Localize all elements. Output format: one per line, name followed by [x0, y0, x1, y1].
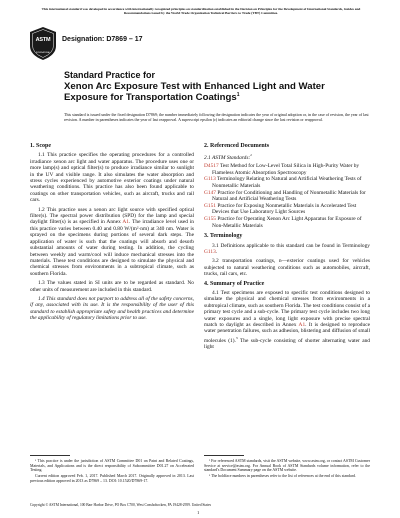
section-1-heading: 1. Scope	[30, 143, 51, 149]
footnote-divider-right	[204, 455, 244, 456]
paragraph-1-2-text-a: 1.2 This practice uses a xenon arc light source with specified optical filter(s). The spectral power distribution (SPD) for the lamp and special daylight filter(s) is as specified in Annex	[30, 206, 194, 226]
astm-logo	[30, 27, 56, 60]
reference-code-link[interactable]: G113	[204, 176, 216, 183]
footnote-divider-left	[30, 455, 70, 456]
paragraph-1-2-text-b: . The irradiance level used in this practice varies between 0.40 and 0.80 W/(m²·nm) at 340 nm. Water is sprayed on the specimens during portions of several dark steps. The application of water is such that the coatings will absorb and desorb substantial amounts of water during testing. In addition, the cycling between weekly and warm/cool will induce mechanical stresses into the materials. These test conditions are designed to simulate the physical and chemical stresses from environments in a subtropical climate, such as southern Florida.	[30, 219, 194, 277]
paragraph-3-1-text-b: .	[215, 248, 218, 255]
title-footnote-mark: 1	[236, 92, 240, 98]
reference-item	[204, 203, 370, 216]
paragraph-1-2	[30, 207, 194, 277]
reference-item	[204, 216, 370, 229]
paragraph-3-2: 3.2 transportation coatings, n—exterior coatings used for vehicles subjected to natural weathering conditions such as automobiles, aircraft, trucks, rail cars, etc.	[204, 258, 370, 278]
reference-title: Terminology Relating to Natural and Artificial Weathering Tests of Nonmetallic Materials	[212, 176, 362, 189]
annex-a1-link[interactable]: A1	[122, 219, 129, 226]
astm-standards-label: 2.1 ASTM Standards:	[204, 155, 251, 162]
reference-item	[204, 176, 370, 189]
document-title	[64, 70, 334, 103]
title-line-3	[64, 92, 334, 103]
page-number: 1	[197, 510, 200, 515]
paragraph-3-1-text-a: 3.1 Definitions applicable to this standard can be found in Terminology	[212, 242, 370, 249]
astm-logo-icon	[30, 27, 56, 60]
copyright-line: Copyright © ASTM International, 100 Barr Harbor Drive, PO Box C700, West Conshohocken, PA 19428-2959. United States	[30, 503, 212, 507]
right-column	[204, 143, 370, 353]
reference-title: Practice for Exposing Nonmetallic Materials in Accelerated Test Devices that Use Laboratory Light Sources	[212, 203, 357, 216]
paragraph-4-1-text-b: . It is designed to reproduce water penetration failures, such as adhesion, blistering and diffusion of small molecules (1).	[204, 322, 370, 344]
left-column	[30, 143, 194, 325]
paragraph-1-1: 1.1 This practice specifies the operating procedures for a controlled irradiance xenon arc light and water apparatus. The procedure uses one or more lamp(s) and optical filter(s) to produce irradiance similar to sunlight in the UV and visible range. It also simulates the water absorption and stress cycles experienced by automotive exterior coatings under natural weathering conditions. This practice has also been found applicable to coatings on other transportation vehicles, such as aircraft, trucks and rail cars.	[30, 152, 194, 204]
reference-code-link[interactable]: D4517	[204, 163, 219, 170]
astm-logo-subtext: INTERNATIONAL	[35, 52, 51, 54]
footnote-1: ¹ This practice is under the jurisdiction of ASTM Committee D01 on Paint and Related Coatings, Materials, and Applications and is the direct responsibility of Subcommittee D01.27 on Accelerated Testing.	[30, 459, 194, 473]
paragraph-3-1	[204, 243, 370, 256]
section-3-heading: 3. Terminology	[204, 233, 243, 240]
reference-code-link[interactable]: G151	[204, 203, 216, 210]
paragraph-1-4: 1.4 This standard does not purport to address all of the safety concerns, if any, associated with its use. It is the responsibility of the user of this standard to establish appropriate safety and health practices and determine the applicability of regulatory limitations prior to use.	[30, 295, 194, 322]
paragraph-1-3: 1.3 The values stated in SI units are to be regarded as standard. No other units of measurement are included in this standard.	[30, 280, 194, 293]
title-line-3-text: Exposure for Transportation Coatings	[64, 92, 237, 103]
footnote-3-mark: 3	[235, 335, 238, 340]
paragraph-4-1	[204, 290, 370, 350]
reference-code-link[interactable]: G155	[204, 216, 216, 223]
international-standard-notice: This international standard was developed in accordance with internationally recognized principles on standardization established in the Decision on Principles for the Development of International Standards, Guides and Recommendations issued by the World Trade Organization Technical Barriers to Trade (TBT) Committee.	[41, 7, 361, 16]
footnote-1-edition: Current edition approved Feb. 1, 2017. Published March 2017. Originally approved in 2013. Last previous edition approved in 2013 as D7869 – 13. DOI: 10.1520/D7869-17.	[30, 473, 194, 483]
reference-title: Test Method for Low-Level Total Silica in High-Purity Water by Flameless Atomic Absorption Spectroscopy	[212, 163, 360, 176]
reference-item	[204, 163, 370, 176]
standard-issuance-note: This standard is issued under the fixed designation D7869; the number immediately following the designation indicates the year of original adoption or, in the case of revision, the year of last revision. A number in parentheses indicates the year of last reapproval. A superscript epsilon (ε) indicates an editorial change since the last revision or reapproval.	[64, 112, 369, 122]
footnote-2-mark: 2	[250, 153, 253, 158]
footnotes-left	[30, 459, 194, 484]
reference-item	[204, 190, 370, 203]
footnote-2: ² For referenced ASTM standards, visit the ASTM website, www.astm.org, or contact ASTM Customer Service at service@astm.org. For Annual Book of ASTM Standards volume information, refer to the standard's Document Summary page on the ASTM website.	[204, 459, 370, 473]
section-2-heading: 2. Referenced Documents	[204, 143, 270, 149]
astm-standards-subheading	[204, 152, 370, 161]
designation: Designation: D7869 – 17	[62, 36, 143, 43]
annex-a1-link[interactable]: A1	[298, 322, 306, 329]
reference-title: Practice for Operating Xenon Arc Light Apparatus for Exposure of Non-Metallic Materials	[212, 216, 362, 229]
title-line-2: Xenon Arc Exposure Test with Enhanced Light and Water	[64, 81, 325, 92]
reference-title: Practice for Conditioning and Handling of Nonmetallic Materials for Natural and Artificial Weathering Tests	[212, 189, 366, 203]
footnotes-right	[204, 459, 370, 479]
astm-logo-letters: ASTM	[35, 37, 51, 43]
title-line-1: Standard Practice for	[64, 70, 156, 80]
section-4-heading: 4. Summary of Practice	[204, 280, 265, 287]
reference-code-link[interactable]: G147	[204, 189, 216, 196]
paragraph-4-1-text-a: 4.1 Test specimens are exposed to specific test conditions designed to simulate the physical and chemical stresses from environments in a subtropical climate, such as southern Florida. The test conditions consist of a primary test cycle and a sub-cycle. The primary test cycle includes two long water exposures and a single, long light exposure with precise spectral match to daylight as described in Annex	[204, 290, 370, 329]
g113-link[interactable]: G113	[204, 248, 216, 255]
footnote-3: ³ The boldface numbers in parentheses refer to the list of references at the end of this standard.	[209, 473, 356, 478]
paragraph-4-1-text-c: The sub-cycle consisting of shorter alternating water and light	[204, 337, 370, 351]
